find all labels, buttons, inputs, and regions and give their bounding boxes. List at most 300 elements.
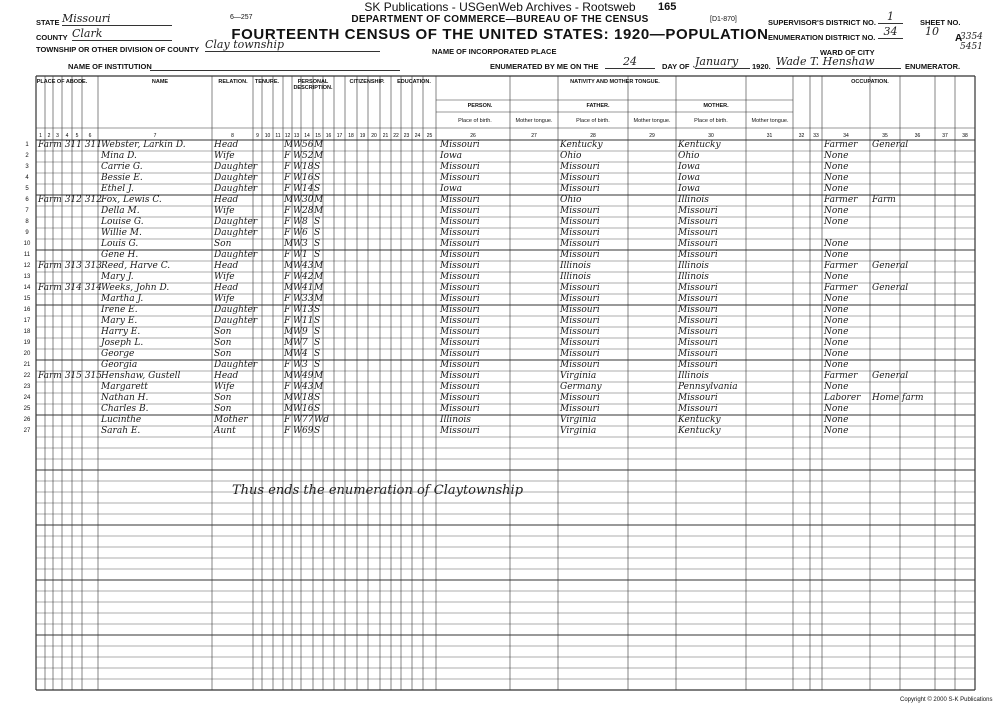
sex: F [284, 294, 291, 304]
column-number: 24 [414, 133, 421, 139]
row-number: 27 [23, 428, 31, 434]
day-of-label: DAY OF [662, 62, 690, 71]
row-number: 16 [23, 307, 31, 313]
person-name: Bessie E. [101, 173, 143, 183]
person-name: Charles B. [101, 404, 149, 414]
race: W [293, 338, 303, 348]
sheet-label: SHEET NO. [920, 18, 961, 27]
marital-status: S [314, 393, 321, 403]
marital-status: M [314, 140, 324, 150]
col-father-tongue: Mother tongue. [633, 118, 671, 124]
father-birthplace: Ohio [560, 151, 582, 161]
column-number: 13 [293, 133, 300, 139]
row-number: 8 [25, 219, 29, 225]
col-person: PERSON. [467, 103, 493, 109]
occupation: None [824, 327, 849, 337]
mother-birthplace: Kentucky [678, 140, 721, 150]
age: 30 [302, 195, 314, 205]
relation: Wife [214, 206, 235, 216]
mother-birthplace: Missouri [678, 393, 718, 403]
enumeration-day: 24 [605, 55, 655, 69]
marital-status: S [314, 349, 321, 359]
col-nativity: NATIVITY AND MOTHER TONGUE. [570, 79, 660, 85]
age: 13 [302, 305, 314, 315]
birthplace: Illinois [440, 415, 471, 425]
mother-birthplace: Missouri [678, 316, 718, 326]
mother-birthplace: Missouri [678, 283, 718, 293]
age: 4 [302, 349, 308, 359]
enumeration-district-number: 34 [878, 25, 903, 39]
supervisor-number: 1 [878, 10, 903, 24]
age: 18 [302, 162, 314, 172]
column-number: 22 [393, 133, 399, 139]
sex: F [284, 250, 291, 260]
sex: M [284, 283, 294, 293]
row-number: 21 [23, 362, 31, 368]
person-name: Harry E. [101, 327, 141, 337]
enumeration-month: January [695, 55, 750, 69]
birthplace: Missouri [440, 217, 480, 227]
person-name: Mary J. [101, 272, 134, 282]
relation: Daughter [214, 162, 258, 172]
marital-status: M [314, 261, 324, 271]
column-number: 15 [315, 133, 321, 139]
age: 77 [302, 415, 314, 425]
occupation: None [824, 415, 849, 425]
industry: General [872, 371, 909, 381]
person-name: Nathan H. [101, 393, 149, 403]
father-birthplace: Missouri [560, 283, 600, 293]
occupation: None [824, 151, 849, 161]
race: W [293, 239, 303, 249]
row-number: 17 [23, 318, 31, 324]
row-number: 10 [23, 241, 31, 247]
enumerator-name: Wade T. Henshaw [776, 55, 901, 69]
age: 8 [302, 217, 308, 227]
person-name: Margarett [101, 382, 148, 392]
publisher-banner: SK Publications - USGenWeb Archives - Rootsweb [364, 0, 636, 14]
column-number: 10 [264, 133, 271, 139]
row-number: 12 [23, 263, 31, 269]
relation: Head [214, 195, 239, 205]
race: W [293, 426, 303, 436]
col-occupation: OCCUPATION. [851, 79, 889, 85]
marital-status: S [314, 250, 321, 260]
birthplace: Missouri [440, 228, 480, 238]
race: W [293, 404, 303, 414]
age: 28 [302, 206, 314, 216]
column-number: 29 [649, 133, 655, 139]
form-code: [D1-870] [710, 16, 737, 23]
state-label: STATE [36, 18, 60, 27]
age: 43 [302, 261, 314, 271]
race: W [293, 173, 303, 183]
col-personal: PERSONAL DESCRIPTION. [293, 79, 333, 91]
father-birthplace: Kentucky [560, 140, 603, 150]
father-birthplace: Missouri [560, 327, 600, 337]
birthplace: Iowa [440, 184, 463, 194]
marital-status: M [314, 151, 324, 161]
person-name: Martha J. [101, 294, 144, 304]
birthplace: Missouri [440, 239, 480, 249]
race: W [293, 206, 303, 216]
column-number: 36 [914, 133, 921, 139]
father-birthplace: Missouri [560, 217, 600, 227]
sex: F [284, 382, 291, 392]
mother-birthplace: Illinois [678, 261, 709, 271]
person-name: Gene H. [101, 250, 139, 260]
page-stamp: 165 [658, 1, 677, 13]
mother-birthplace: Kentucky [678, 415, 721, 425]
race: W [293, 184, 303, 194]
age: 6 [302, 228, 308, 238]
column-number: 14 [304, 133, 310, 139]
relation: Head [214, 140, 239, 150]
relation: Daughter [214, 184, 258, 194]
column-number: 11 [275, 133, 281, 139]
mother-birthplace: Illinois [678, 272, 709, 282]
marital-status: S [314, 338, 321, 348]
sex: F [284, 415, 291, 425]
row-number: 1 [25, 142, 29, 148]
person-name: Joseph L. [101, 338, 144, 348]
mother-birthplace: Illinois [678, 371, 709, 381]
column-number: 28 [590, 133, 596, 139]
sex: F [284, 184, 291, 194]
column-number: 26 [470, 133, 476, 139]
birthplace: Missouri [440, 393, 480, 403]
sex: F [284, 206, 291, 216]
race: W [293, 217, 303, 227]
mother-birthplace: Iowa [678, 162, 701, 172]
mother-birthplace: Missouri [678, 250, 718, 260]
mother-birthplace: Kentucky [678, 426, 721, 436]
row-number: 9 [25, 230, 29, 236]
row-number: 23 [23, 384, 31, 390]
father-birthplace: Missouri [560, 206, 600, 216]
birthplace: Missouri [440, 349, 480, 359]
birthplace: Missouri [440, 426, 480, 436]
relation: Son [214, 404, 232, 414]
marital-status: S [314, 162, 321, 172]
sex: F [284, 360, 291, 370]
person-name: Mary E. [101, 316, 138, 326]
col-education: EDUCATION. [397, 79, 431, 85]
occupation: None [824, 184, 849, 194]
age: 18 [302, 393, 314, 403]
race: W [293, 272, 303, 282]
occupation: Farmer [824, 195, 858, 205]
sex: F [284, 151, 291, 161]
birthplace: Missouri [440, 206, 480, 216]
occupation: None [824, 426, 849, 436]
state-value: Missouri [62, 12, 172, 26]
row-number: 22 [23, 373, 31, 379]
relation: Daughter [214, 250, 258, 260]
father-birthplace: Missouri [560, 239, 600, 249]
father-birthplace: Virginia [560, 371, 597, 381]
father-birthplace: Missouri [560, 305, 600, 315]
marital-status: S [314, 239, 321, 249]
col-person-pob: Place of birth. [458, 118, 492, 124]
person-name: Lucinthe [101, 415, 142, 425]
column-number: 31 [766, 133, 773, 139]
father-birthplace: Virginia [560, 426, 597, 436]
dwelling-number: Farm 313 313 [38, 261, 102, 271]
age: 52 [302, 151, 314, 161]
col-person-tongue: Mother tongue. [515, 118, 553, 124]
father-birthplace: Missouri [560, 404, 600, 414]
form-number: 6—257 [230, 14, 253, 21]
birthplace: Missouri [440, 250, 480, 260]
row-number: 20 [23, 351, 31, 357]
column-number: 33 [813, 133, 819, 139]
row-number: 6 [25, 197, 29, 203]
race: W [293, 294, 303, 304]
sex: M [284, 338, 294, 348]
sex: M [284, 404, 294, 414]
occupation: None [824, 294, 849, 304]
col-mother-tongue: Mother tongue. [751, 118, 789, 124]
sex: M [284, 261, 294, 271]
race: W [293, 316, 303, 326]
age: 49 [302, 371, 314, 381]
occupation: None [824, 338, 849, 348]
industry: General [872, 283, 909, 293]
mother-birthplace: Missouri [678, 305, 718, 315]
age: 9 [302, 327, 308, 337]
marital-status: S [314, 173, 321, 183]
relation: Wife [214, 382, 235, 392]
person-name: Georgia [101, 360, 138, 370]
column-number: 30 [708, 133, 714, 139]
birthplace: Iowa [440, 151, 463, 161]
age: 41 [302, 283, 314, 293]
sex: M [284, 239, 294, 249]
occupation: None [824, 305, 849, 315]
row-number: 11 [23, 252, 31, 258]
occupation: Farmer [824, 261, 858, 271]
person-name: Ethel J. [101, 184, 134, 194]
age: 69 [302, 426, 314, 436]
father-birthplace: Illinois [560, 261, 591, 271]
column-number: 27 [531, 133, 537, 139]
dwelling-number: Farm 315 315 [38, 371, 102, 381]
father-birthplace: Missouri [560, 338, 600, 348]
race: W [293, 360, 303, 370]
mother-birthplace: Ohio [678, 151, 700, 161]
sex: M [284, 393, 294, 403]
col-place-of-abode: PLACE OF ABODE. [36, 79, 88, 85]
father-birthplace: Missouri [560, 228, 600, 238]
race: W [293, 393, 303, 403]
relation: Daughter [214, 305, 258, 315]
father-birthplace: Virginia [560, 415, 597, 425]
row-number: 26 [23, 417, 31, 423]
birthplace: Missouri [440, 173, 480, 183]
sheet-letter: A [955, 33, 963, 44]
occupation: Farmer [824, 283, 858, 293]
person-name: Sarah E. [101, 426, 141, 436]
birthplace: Missouri [440, 404, 480, 414]
relation: Head [214, 261, 239, 271]
column-number: 18 [348, 133, 354, 139]
relation: Head [214, 283, 239, 293]
relation: Wife [214, 151, 235, 161]
mother-birthplace: Pennsylvania [678, 382, 738, 392]
relation: Son [214, 327, 232, 337]
relation: Son [214, 239, 232, 249]
sex: F [284, 162, 291, 172]
dwelling-number: Farm 314 314 [38, 283, 102, 293]
mother-birthplace: Missouri [678, 239, 718, 249]
industry: Farm [872, 195, 896, 205]
race: W [293, 162, 303, 172]
relation: Aunt [214, 426, 236, 436]
person-name: Webster, Larkin D. [101, 140, 186, 150]
occupation: None [824, 162, 849, 172]
sex: F [284, 228, 291, 238]
occupation: None [824, 349, 849, 359]
race: W [293, 382, 303, 392]
marital-status: M [314, 371, 324, 381]
occupation: None [824, 404, 849, 414]
col-father-pob: Place of birth. [576, 118, 610, 124]
marital-status: S [314, 217, 321, 227]
ward-label: WARD OF CITY [820, 48, 875, 57]
relation: Daughter [214, 360, 258, 370]
birthplace: Missouri [440, 382, 480, 392]
township-label: TOWNSHIP OR OTHER DIVISION OF COUNTY [36, 45, 200, 54]
sex: F [284, 426, 291, 436]
occupation: None [824, 382, 849, 392]
race: W [293, 305, 303, 315]
sex: M [284, 140, 294, 150]
year-label: 1920. [752, 62, 771, 71]
father-birthplace: Missouri [560, 316, 600, 326]
column-number: 19 [359, 133, 366, 139]
father-birthplace: Missouri [560, 294, 600, 304]
person-name: Fox, Lewis C. [101, 195, 162, 205]
person-name: Weeks, John D. [101, 283, 170, 293]
sex: F [284, 173, 291, 183]
county-label: COUNTY [36, 33, 68, 42]
occupation: None [824, 360, 849, 370]
relation: Daughter [214, 173, 258, 183]
race: W [293, 261, 303, 271]
column-number: 2 [47, 133, 51, 139]
age: 16 [302, 173, 314, 183]
birthplace: Missouri [440, 283, 480, 293]
column-number: 32 [798, 133, 805, 139]
side-numbers: 3354 5451 [960, 32, 983, 52]
mother-birthplace: Missouri [678, 228, 718, 238]
occupation: None [824, 206, 849, 216]
occupation: None [824, 316, 849, 326]
marital-status: S [314, 316, 321, 326]
col-father: FATHER. [586, 103, 610, 109]
father-birthplace: Germany [560, 382, 602, 392]
birthplace: Missouri [440, 360, 480, 370]
occupation: Farmer [824, 371, 858, 381]
column-number: 3 [56, 133, 59, 139]
mother-birthplace: Iowa [678, 173, 701, 183]
father-birthplace: Missouri [560, 360, 600, 370]
birthplace: Missouri [440, 316, 480, 326]
page-title: FOURTEENTH CENSUS OF THE UNITED STATES: 1920—POPULATION [231, 26, 769, 43]
person-name: George [101, 349, 135, 359]
birthplace: Missouri [440, 338, 480, 348]
marital-status: S [314, 360, 321, 370]
column-number: 25 [426, 133, 433, 139]
relation: Daughter [214, 316, 258, 326]
mother-birthplace: Missouri [678, 404, 718, 414]
county-value: Clark [72, 27, 172, 41]
person-name: Della M. [101, 206, 140, 216]
race: W [293, 195, 303, 205]
birthplace: Missouri [440, 371, 480, 381]
race: W [293, 283, 303, 293]
enumerator-label: ENUMERATOR. [905, 62, 961, 71]
relation: Wife [214, 272, 235, 282]
enumerated-label: ENUMERATED BY ME ON THE [490, 62, 599, 71]
marital-status: M [314, 272, 324, 282]
relation: Mother [214, 415, 248, 425]
occupation: None [824, 239, 849, 249]
industry: General [872, 261, 909, 271]
mother-birthplace: Missouri [678, 294, 718, 304]
row-number: 3 [25, 164, 29, 170]
column-number: 12 [284, 133, 291, 139]
age: 14 [302, 184, 314, 194]
copyright-footer: Copyright © 2000 S-K Publications [900, 697, 993, 703]
person-name: Louis G. [101, 239, 139, 249]
occupation: None [824, 272, 849, 282]
marital-status: S [314, 426, 321, 436]
incorporated-label: NAME OF INCORPORATED PLACE [432, 47, 557, 56]
sex: F [284, 272, 291, 282]
marital-status: M [314, 382, 324, 392]
column-number: 8 [231, 133, 234, 139]
marital-status: S [314, 404, 321, 414]
relation: Son [214, 338, 232, 348]
father-birthplace: Missouri [560, 250, 600, 260]
column-number: 35 [882, 133, 888, 139]
column-number: 1 [39, 133, 42, 139]
sex: F [284, 305, 291, 315]
institution-label: NAME OF INSTITUTION [68, 62, 152, 71]
age: 56 [302, 140, 314, 150]
person-name: Mina D. [101, 151, 137, 161]
sheet-number: 10 [925, 25, 939, 38]
race: W [293, 415, 303, 425]
marital-status: S [314, 305, 321, 315]
sex: M [284, 327, 294, 337]
row-number: 25 [23, 406, 31, 412]
sex: F [284, 217, 291, 227]
column-number: 21 [382, 133, 389, 139]
person-name: Carrie G. [101, 162, 143, 172]
industry: General [872, 140, 909, 150]
sex: M [284, 349, 294, 359]
age: 42 [302, 272, 314, 282]
birthplace: Missouri [440, 294, 480, 304]
row-number: 19 [23, 340, 31, 346]
mother-birthplace: Missouri [678, 349, 718, 359]
mother-birthplace: Missouri [678, 360, 718, 370]
father-birthplace: Missouri [560, 349, 600, 359]
father-birthplace: Illinois [560, 272, 591, 282]
